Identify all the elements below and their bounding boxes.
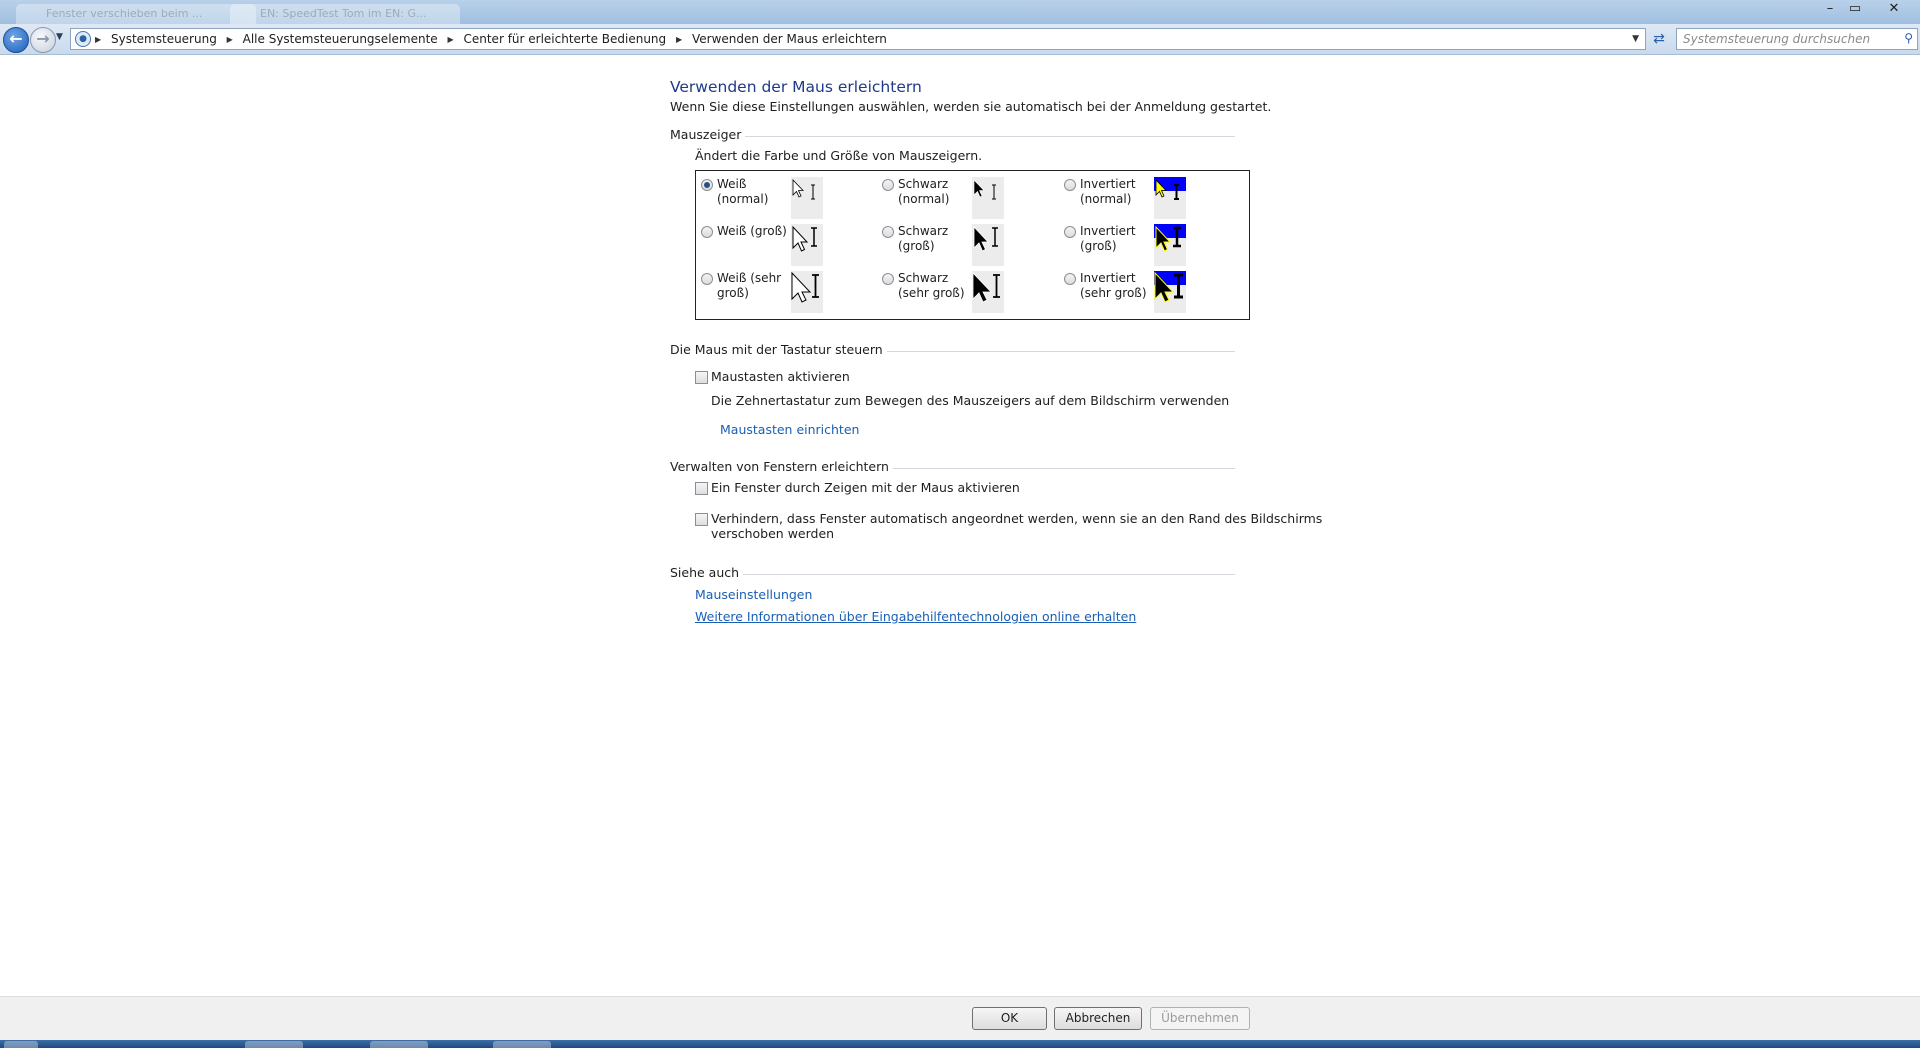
- option-label: Schwarz (sehr groß): [898, 271, 965, 300]
- radio-inverted-large[interactable]: [1064, 226, 1076, 238]
- prevent-arrange-checkbox[interactable]: [695, 513, 708, 526]
- breadcrumb-alle-elemente[interactable]: Alle Systemsteuerungselemente: [242, 32, 438, 46]
- radio-inverted-xlarge[interactable]: [1064, 273, 1076, 285]
- background-tab-1[interactable]: Fenster verschieben beim ...: [16, 4, 256, 24]
- chevron-right-icon[interactable]: ▶: [675, 34, 683, 44]
- refresh-button[interactable]: [1648, 28, 1670, 50]
- white-cursor-large-preview-icon: [791, 224, 823, 266]
- search-icon[interactable]: ⚲: [1904, 31, 1913, 45]
- chevron-right-icon[interactable]: ▶: [447, 34, 454, 44]
- search-placeholder: Systemsteuerung durchsuchen: [1683, 32, 1871, 46]
- pointer-subtitle: Ändert die Farbe und Größe von Mauszeigern.: [695, 148, 983, 163]
- arrow-right-icon: →: [36, 29, 50, 48]
- page-description: Wenn Sie diese Einstellungen auswählen, werden sie automatisch bei der Anmeldung gestartet.: [670, 99, 1272, 114]
- black-cursor-large-preview-icon: [972, 224, 1004, 266]
- radio-black-large[interactable]: [882, 226, 894, 238]
- chevron-right-icon[interactable]: ▶: [95, 34, 102, 44]
- inverted-cursor-xlarge-preview-icon: [1154, 271, 1186, 313]
- option-label: Invertiert (groß): [1080, 224, 1136, 253]
- forward-button[interactable]: [30, 27, 56, 53]
- option-label: Weiß (normal): [717, 177, 769, 206]
- option-label: Invertiert (sehr groß): [1080, 271, 1147, 300]
- assistive-tech-info-link[interactable]: Weitere Informationen über Eingabehilfentechnologien online erhalten: [695, 609, 1137, 624]
- inverted-cursor-preview-icon: [1154, 177, 1186, 219]
- mousekeys-description: Die Zehnertastatur zum Bewegen des Mauszeigers auf dem Bildschirm verwenden: [711, 393, 1230, 408]
- mousekeys-label[interactable]: Maustasten aktivieren: [711, 369, 850, 384]
- radio-white-normal[interactable]: [701, 179, 713, 191]
- option-label: Invertiert (normal): [1080, 177, 1136, 206]
- ok-button[interactable]: OK: [972, 1007, 1047, 1030]
- radio-black-normal[interactable]: [882, 179, 894, 191]
- breadcrumb-center[interactable]: Center für erleichterte Bedienung: [463, 32, 667, 46]
- arrow-left-icon: ←: [9, 29, 23, 48]
- black-cursor-preview-icon: [972, 177, 1004, 219]
- breadcrumb: [95, 29, 893, 49]
- white-cursor-xlarge-preview-icon: [791, 271, 823, 313]
- search-input[interactable]: [1676, 28, 1918, 50]
- prevent-arrange-label-line2[interactable]: verschoben werden: [711, 526, 835, 541]
- taskbar-item[interactable]: [370, 1041, 428, 1048]
- option-label: Weiß (sehr groß): [717, 271, 782, 300]
- divider: [670, 574, 1235, 575]
- option-label: Schwarz (normal): [898, 177, 950, 206]
- option-label: Weiß (groß): [717, 224, 787, 238]
- radio-black-xlarge[interactable]: [882, 273, 894, 285]
- hover-activate-checkbox[interactable]: [695, 482, 708, 495]
- radio-white-large[interactable]: [701, 226, 713, 238]
- apply-button: Übernehmen: [1150, 1007, 1250, 1030]
- address-toolbar: [0, 24, 1920, 55]
- section-mouse-pointer: [670, 127, 1235, 145]
- section-see-also: [670, 565, 1235, 583]
- pointer-scheme-group: [695, 170, 1250, 320]
- section-keyboard-mouse: [670, 342, 1235, 360]
- taskbar: [0, 1040, 1920, 1048]
- hover-activate-label[interactable]: Ein Fenster durch Zeigen mit der Maus aktivieren: [711, 480, 1020, 495]
- mousekeys-setup-link[interactable]: Maustasten einrichten: [720, 422, 860, 437]
- taskbar-item[interactable]: [245, 1041, 303, 1048]
- option-label: Schwarz (groß): [898, 224, 949, 253]
- breadcrumb-current[interactable]: Verwenden der Maus erleichtern: [691, 32, 887, 46]
- radio-inverted-normal[interactable]: [1064, 179, 1076, 191]
- minimize-button[interactable]: –: [1826, 1, 1834, 16]
- inverted-cursor-large-preview-icon: [1154, 224, 1186, 266]
- section-window-management: [670, 459, 1235, 477]
- divider: [670, 136, 1235, 137]
- close-button[interactable]: ✕: [1888, 1, 1900, 16]
- radio-white-xlarge[interactable]: [701, 273, 713, 285]
- black-cursor-xlarge-preview-icon: [972, 271, 1004, 313]
- maximize-button[interactable]: ▭: [1848, 1, 1862, 16]
- refresh-icon: ⇄: [1653, 31, 1665, 47]
- back-button[interactable]: [3, 27, 29, 53]
- section-title: Mauszeiger: [670, 127, 745, 142]
- address-field[interactable]: [70, 28, 1646, 50]
- section-title: Verwalten von Fenstern erleichtern: [670, 459, 893, 474]
- breadcrumb-systemsteuerung[interactable]: Systemsteuerung: [110, 32, 217, 46]
- section-title: Siehe auch: [670, 565, 743, 580]
- window-titlebar: [0, 0, 1920, 24]
- mousekeys-checkbox[interactable]: [695, 371, 708, 384]
- white-cursor-preview-icon: [791, 177, 823, 219]
- page-title: Verwenden der Maus erleichtern: [670, 78, 922, 96]
- mouse-settings-link[interactable]: Mauseinstellungen: [695, 587, 813, 602]
- background-tab-2[interactable]: EN: SpeedTest Tom im EN: G...: [230, 4, 460, 24]
- start-button[interactable]: [4, 1041, 38, 1048]
- section-title: Die Maus mit der Tastatur steuern: [670, 342, 887, 357]
- recent-pages-dropdown[interactable]: ▼: [56, 32, 63, 42]
- chevron-right-icon[interactable]: ▶: [226, 34, 233, 44]
- address-history-dropdown[interactable]: ▼: [1632, 34, 1639, 44]
- cancel-button[interactable]: Abbrechen: [1054, 1007, 1142, 1030]
- dialog-button-bar: [0, 996, 1920, 1041]
- prevent-arrange-label-line1[interactable]: Verhindern, dass Fenster automatisch angeordnet werden, wenn sie an den Rand des Bildschirms: [711, 511, 1323, 526]
- main-content: [0, 55, 1920, 995]
- taskbar-item[interactable]: [493, 1041, 551, 1048]
- control-panel-icon: ●: [75, 31, 91, 47]
